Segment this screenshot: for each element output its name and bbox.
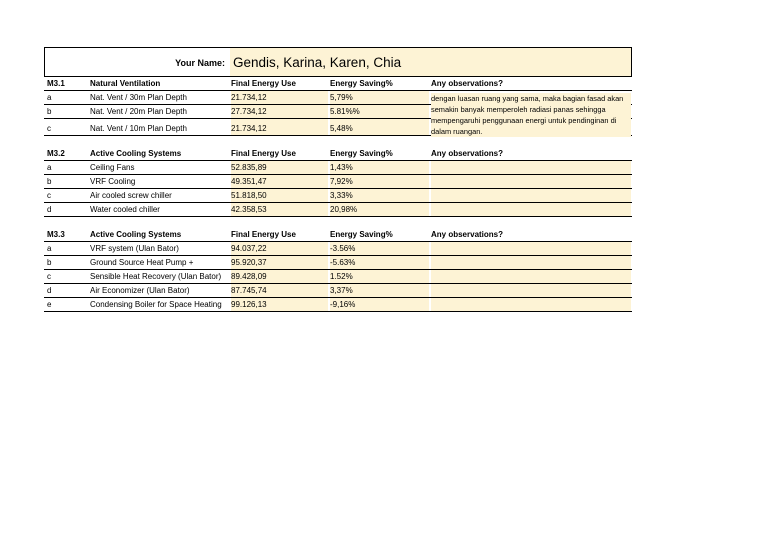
row-key: a: [47, 93, 52, 102]
section-id: M3.2: [47, 149, 65, 158]
final-energy-cell[interactable]: 95.920,37: [231, 256, 328, 269]
row-key: c: [47, 191, 51, 200]
final-energy-cell[interactable]: 87.745,74: [231, 284, 328, 297]
row-name: Ceiling Fans: [90, 163, 135, 172]
table-row: [44, 298, 632, 312]
row-name: Air Economizer (Ulan Bator): [90, 286, 190, 295]
energy-saving-cell[interactable]: 5,48%: [330, 119, 429, 135]
section-header-m33: [44, 228, 632, 242]
row-name: VRF Cooling: [90, 177, 136, 186]
row-name: Condensing Boiler for Space Heating: [90, 300, 222, 309]
table-row: [44, 161, 632, 175]
final-energy-cell[interactable]: 52.835,89: [231, 161, 328, 174]
row-name: Nat. Vent / 20m Plan Depth: [90, 107, 187, 116]
final-energy-cell[interactable]: 89.428,09: [231, 270, 328, 283]
observation-text-m31[interactable]: dengan luasan ruang yang sama, maka bagian fasad akan semakin banyak memperoleh radiasi panas sehingga mempengaruhi penggunaan energi untuk pendinginan di dalam ruangan.: [431, 93, 631, 137]
section-header-m32: [44, 147, 632, 161]
row-key: e: [47, 300, 52, 309]
section-header-m31: [44, 77, 632, 91]
energy-saving-cell[interactable]: 5,79%: [330, 91, 429, 104]
energy-saving-cell[interactable]: 3,37%: [330, 284, 429, 297]
col-observations: Any observations?: [431, 149, 504, 158]
row-key: c: [47, 124, 51, 133]
col-energy-saving: Energy Saving%: [330, 230, 393, 239]
observation-cell[interactable]: [431, 175, 631, 188]
name-input-cell[interactable]: Gendis, Karina, Karen, Chia: [230, 48, 631, 76]
row-key: a: [47, 244, 52, 253]
observation-cell[interactable]: [431, 270, 631, 283]
section-title: Natural Ventilation: [90, 79, 161, 88]
energy-saving-cell[interactable]: 1,43%: [330, 161, 429, 174]
col-final-energy: Final Energy Use: [231, 230, 296, 239]
observation-cell[interactable]: [431, 256, 631, 269]
table-row: [44, 203, 632, 217]
col-final-energy: Final Energy Use: [231, 79, 296, 88]
final-energy-cell[interactable]: 94.037,22: [231, 242, 328, 255]
table-row: [44, 242, 632, 256]
energy-saving-cell[interactable]: 7,92%: [330, 175, 429, 188]
energy-saving-cell[interactable]: -9,16%: [330, 298, 429, 311]
final-energy-cell[interactable]: 21.734,12: [231, 119, 328, 135]
row-key: d: [47, 205, 52, 214]
row-key: b: [47, 107, 52, 116]
name-row: [44, 47, 632, 77]
observation-cell[interactable]: [431, 203, 631, 216]
table-row: [44, 270, 632, 284]
final-energy-cell[interactable]: 21.734,12: [231, 91, 328, 104]
energy-saving-cell[interactable]: 5.81%%: [330, 105, 429, 118]
energy-saving-cell[interactable]: 20,98%: [330, 203, 429, 216]
energy-saving-cell[interactable]: -5.63%: [330, 256, 429, 269]
observation-cell[interactable]: [431, 189, 631, 202]
row-name: Nat. Vent / 10m Plan Depth: [90, 124, 187, 133]
final-energy-cell[interactable]: 51.818,50: [231, 189, 328, 202]
col-energy-saving: Energy Saving%: [330, 79, 393, 88]
table-row: [44, 284, 632, 298]
section-title: Active Cooling Systems: [90, 149, 182, 158]
row-name: Air cooled screw chiller: [90, 191, 172, 200]
table-row: [44, 175, 632, 189]
row-name: Ground Source Heat Pump +: [90, 258, 194, 267]
final-energy-cell[interactable]: 27.734,12: [231, 105, 328, 118]
row-name: VRF system (Ulan Bator): [90, 244, 179, 253]
row-name: Water cooled chiller: [90, 205, 160, 214]
energy-saving-cell[interactable]: -3.56%: [330, 242, 429, 255]
observation-cell[interactable]: [431, 161, 631, 174]
col-energy-saving: Energy Saving%: [330, 149, 393, 158]
section-id: M3.1: [47, 79, 65, 88]
table-row: [44, 189, 632, 203]
row-key: b: [47, 258, 52, 267]
row-key: c: [47, 272, 51, 281]
final-energy-cell[interactable]: 49.351,47: [231, 175, 328, 188]
name-label: Your Name:: [175, 58, 225, 68]
energy-saving-cell[interactable]: 1.52%: [330, 270, 429, 283]
col-final-energy: Final Energy Use: [231, 149, 296, 158]
col-observations: Any observations?: [431, 79, 504, 88]
observation-cell[interactable]: [431, 284, 631, 297]
observation-cell[interactable]: [431, 298, 631, 311]
final-energy-cell[interactable]: 42.358,53: [231, 203, 328, 216]
section-id: M3.3: [47, 230, 65, 239]
section-title: Active Cooling Systems: [90, 230, 182, 239]
row-key: d: [47, 286, 52, 295]
observation-cell[interactable]: [431, 242, 631, 255]
col-observations: Any observations?: [431, 230, 504, 239]
row-key: a: [47, 163, 52, 172]
row-name: Nat. Vent / 30m Plan Depth: [90, 93, 187, 102]
final-energy-cell[interactable]: 99.126,13: [231, 298, 328, 311]
row-key: b: [47, 177, 52, 186]
worksheet: [44, 47, 632, 312]
row-name: Sensible Heat Recovery (Ulan Bator): [90, 272, 222, 281]
table-row: [44, 256, 632, 270]
energy-saving-cell[interactable]: 3,33%: [330, 189, 429, 202]
